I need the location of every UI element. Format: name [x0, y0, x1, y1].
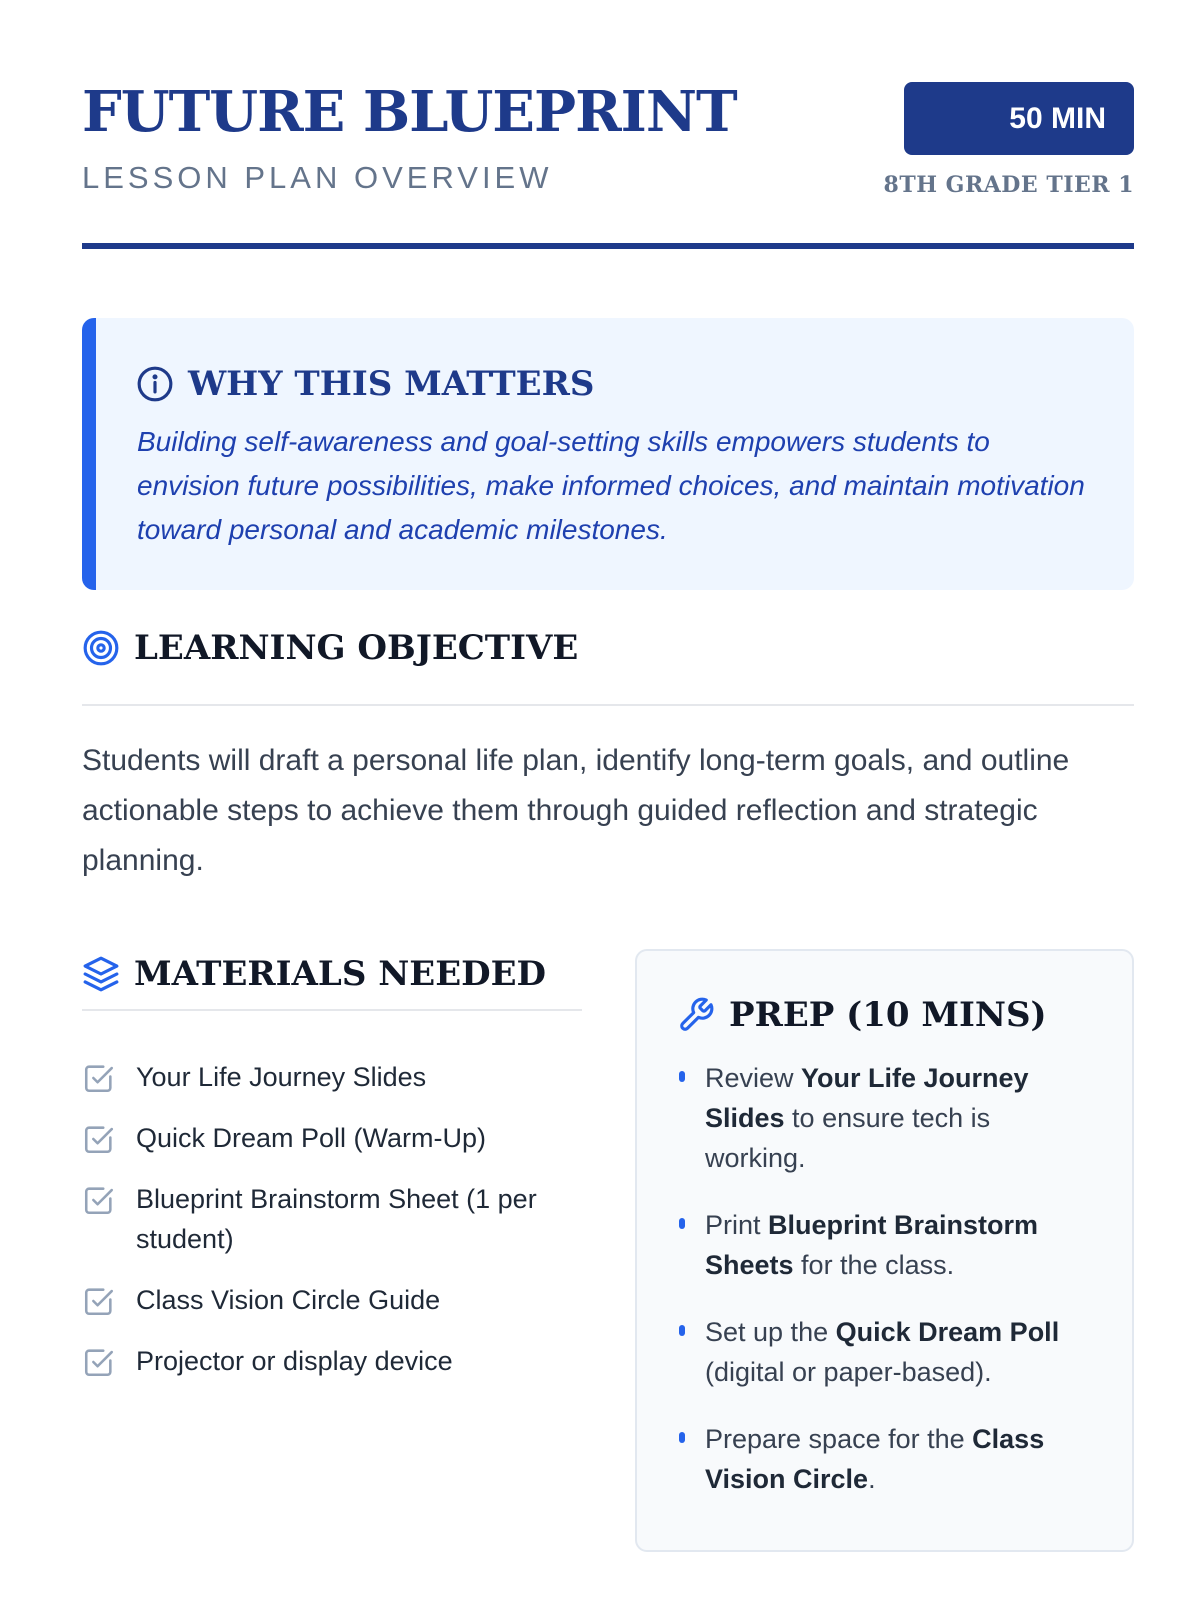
- material-label: Blueprint Brainstorm Sheet (1 per student): [136, 1184, 537, 1254]
- material-label: Class Vision Circle Guide: [136, 1285, 441, 1315]
- prep-heading: [677, 995, 1047, 1035]
- material-label: Your Life Journey Slides: [136, 1062, 427, 1092]
- prep-text: for the class.: [793, 1250, 955, 1280]
- prep-emphasis: Your Life Journey Slides: [705, 1063, 1029, 1133]
- prep-list: [677, 1058, 1097, 1526]
- prep-emphasis: Blueprint Brainstorm Sheets: [705, 1210, 1039, 1280]
- callout-accent-bar: [82, 318, 96, 590]
- page-subtitle: LESSON PLAN OVERVIEW: [82, 160, 553, 195]
- prep-text: Print: [705, 1210, 769, 1240]
- why-title: WHY THIS MATTERS: [188, 364, 595, 404]
- objective-heading: [82, 628, 578, 668]
- page-title: FUTURE BLUEPRINT: [82, 79, 737, 145]
- material-label: Quick Dream Poll (Warm-Up): [136, 1123, 487, 1153]
- prep-text: (digital or paper-based).: [705, 1357, 992, 1387]
- prep-text: Prepare space for the: [705, 1424, 973, 1454]
- objective-title: LEARNING OBJECTIVE: [134, 628, 579, 668]
- objective-text: Students will draft a personal life plan, identify long-term goals, and outline actionable steps to achieve them through guided reflection and strategic planning.: [82, 744, 1070, 877]
- layers-icon: [82, 955, 120, 993]
- prep-text: .: [868, 1464, 876, 1494]
- wrench-icon: [677, 996, 715, 1034]
- prep-panel: [635, 949, 1134, 1552]
- why-heading: [136, 364, 594, 404]
- list-item: [82, 1057, 582, 1097]
- material-label: Projector or display device: [136, 1346, 453, 1376]
- prep-title: PREP (10 MINS): [729, 995, 1047, 1035]
- prep-text: to ensure tech is working.: [705, 1103, 991, 1173]
- prep-emphasis: Quick Dream Poll: [835, 1317, 1060, 1347]
- list-item: [82, 1118, 582, 1158]
- duration-badge: 50 MIN: [904, 82, 1134, 155]
- materials-divider: [82, 1009, 582, 1011]
- info-icon: [136, 365, 174, 403]
- checkbox-icon: [82, 1061, 116, 1095]
- checkbox-icon: [82, 1122, 116, 1156]
- list-item: [82, 1341, 582, 1381]
- materials-heading: [82, 954, 546, 994]
- why-this-matters-callout: [82, 318, 1134, 590]
- lesson-plan-page: [82, 0, 1134, 1600]
- materials-list: [82, 1057, 582, 1402]
- prep-text: Set up the: [705, 1317, 836, 1347]
- objective-divider: [82, 704, 1134, 706]
- materials-title: MATERIALS NEEDED: [134, 954, 547, 994]
- grade-level: 8TH GRADE TIER 1: [883, 172, 1134, 198]
- checkbox-icon: [82, 1345, 116, 1379]
- list-item: [82, 1179, 582, 1259]
- header-divider: [82, 243, 1134, 249]
- list-item: [677, 1205, 1097, 1285]
- target-icon: [82, 629, 120, 667]
- prep-text: Review: [705, 1063, 802, 1093]
- list-item: [677, 1058, 1097, 1178]
- list-item: [677, 1312, 1097, 1392]
- list-item: [677, 1419, 1097, 1499]
- list-item: [82, 1280, 582, 1320]
- checkbox-icon: [82, 1183, 116, 1217]
- checkbox-icon: [82, 1284, 116, 1318]
- why-text: Building self-awareness and goal-setting skills empowers students to envision future possibilities, make informed choices, and maintain motivation toward personal and academic milestones.: [137, 426, 1085, 545]
- prep-emphasis: Class Vision Circle: [705, 1424, 1045, 1494]
